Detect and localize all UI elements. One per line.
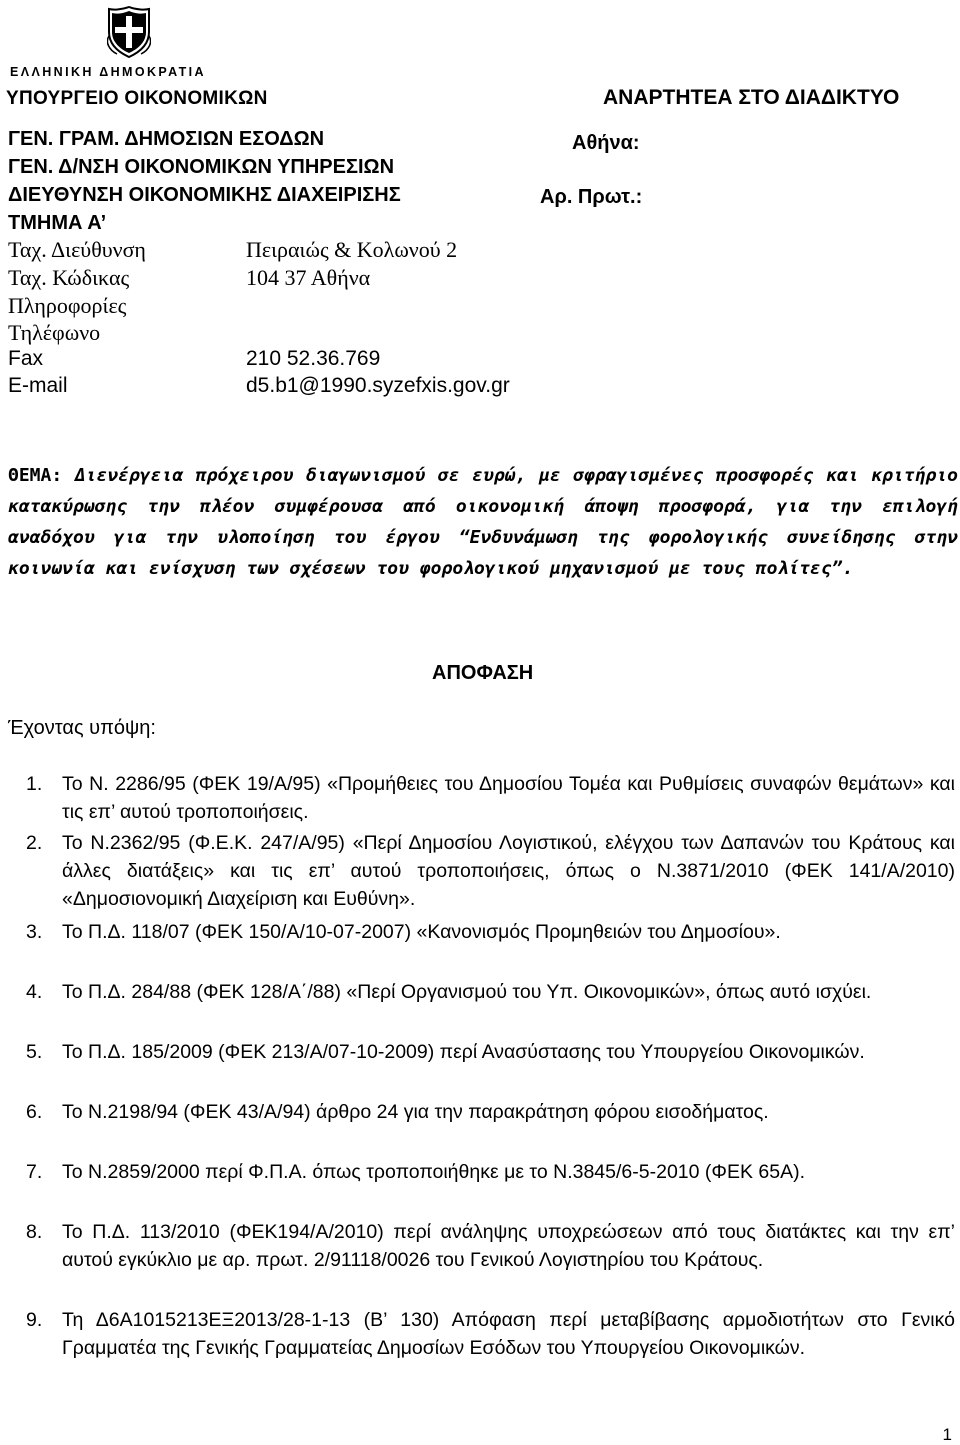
item-text: Το Ν.2362/95 (Φ.Ε.Κ. 247/Α/95) «Περί Δημοσίου Λογιστικού, ελέγχου των Δαπανών του Κράτους και άλλες διατάξεις» και τις επ’ αυτού τροποποιήσεις, όπως ο Ν.3871/2010 (ΦΕΚ 141/Α/2010) «Δημοσιονομική Διαχείριση και Ευθύνη». [62,832,955,910]
item-number: 2. [26,832,43,854]
contact-value: Πειραιώς & Κολωνού 2 [246,237,458,262]
item-number: 9. [26,1309,43,1331]
coat-of-arms-icon [107,6,151,58]
department-line: ΓΕΝ. ΓΡΑΜ. ΔΗΜΟΣΙΩΝ ΕΣΟΔΩΝ [8,128,325,150]
contact-label: E-mail [8,374,68,397]
item-text: Το Π.Δ. 284/88 (ΦΕΚ 128/Α΄/88) «Περί Οργανισμού του Υπ. Οικονομικών», όπως αυτό ισχύει. [62,981,872,1003]
contact-label: Fax [8,347,44,370]
department-line: ΓΕΝ. Δ/ΝΣΗ ΟΙΚΟΝΟΜΙΚΩΝ ΥΠΗΡΕΣΙΩΝ [8,156,395,178]
decision-title: ΑΠΟΦΑΣΗ [432,662,534,684]
item-number: 3. [26,921,43,943]
contact-label: Πληροφορίες [8,293,127,318]
item-number: 4. [26,981,43,1003]
republic-title: ΕΛΛΗΝΙΚΗ ΔΗΜΟΚΡΑΤΙΑ [10,65,206,79]
item-number: 6. [26,1101,43,1123]
subject-label: ΘΕΜΑ: [8,465,63,486]
item-text: Το Π.Δ. 185/2009 (ΦΕΚ 213/Α/07-10-2009) περί Ανασύστασης του Υπουργείου Οικονομικών. [62,1041,865,1063]
page-number: 1 [942,1425,952,1444]
item-text: Το Ν.2859/2000 περί Φ.Π.Α. όπως τροποποιήθηκε με το Ν.3845/6-5-2010 (ΦΕΚ 65Α). [62,1161,805,1183]
item-number: 5. [26,1041,43,1063]
place-label: Αθήνα: [572,132,640,154]
item-text: Το Ν.2198/94 (ΦΕΚ 43/Α/94) άρθρο 24 για την παρακράτηση φόρου εισοδήματος. [62,1101,769,1123]
item-text: Το Π.Δ. 113/2010 (ΦΕΚ194/Α/2010) περί ανάληψης υποχρεώσεων από τους διατάκτες και την επ’ αυτού εγκύκλιο με αρ. πρωτ. 2/91118/0026 του Γενικού Λογιστηρίου του Κράτους. [62,1221,955,1271]
subject-text: Διενέργεια πρόχειρου διαγωνισμού σε ευρώ, με σφραγισμένες προσφορές και κριτήριο κατακύρωσης την πλέον συμφέρουσα από οικονομική άποψη προσφορά, για την επιλογή αναδόχου για την υλοποίηση του έργου “Ενδυνάμωση της φορολογικής συνείδησης στην κοινωνία και ενίσχυση των σχέσεων του φορολογικού μηχανισμού με τους πολίτες”. [8,465,958,579]
item-number: 1. [26,773,43,795]
contact-label: Τηλέφωνο [8,320,101,345]
department-line: ΤΜΗΜΑ Α’ [8,212,107,234]
contact-value: 210 52.36.769 [246,347,381,370]
item-text: Το Ν. 2286/95 (ΦΕΚ 19/Α/95) «Προμήθειες του Δημοσίου Τομέα και Ρυθμίσεις συναφών θεμάτων» και τις επ’ αυτού τροποποιήσεις. [62,773,955,823]
posting-note: ΑΝΑΡΤΗΤΕΑ ΣΤΟ ΔΙΑΔΙΚΤΥΟ [603,86,900,109]
department-line: ΔΙΕΥΘΥΝΣΗ ΟΙΚΟΝΟΜΙΚΗΣ ΔΙΑΧΕΙΡΙΣΗΣ [8,184,401,206]
item-text: Τη Δ6Α1015213ΕΞ2013/28-1-13 (Β’ 130) Απόφαση περί μεταβίβασης αρμοδιοτήτων στο Γενικό Γραμματέα της Γενικής Γραμματείας Δημοσίων Εσόδων του Υπουργείου Οικονομικών. [62,1309,955,1359]
considering-intro: Έχοντας υπόψη: [8,717,156,739]
contact-label: Ταχ. Διεύθυνση [8,237,146,262]
item-number: 8. [26,1221,43,1243]
item-text: Το Π.Δ. 118/07 (ΦΕΚ 150/Α/10-07-2007) «Κανονισμός Προμηθειών του Δημοσίου». [62,921,781,943]
contact-label: Ταχ. Κώδικας [8,265,130,290]
protocol-label: Αρ. Πρωτ.: [540,186,643,208]
email-link[interactable]: d5.b1@1990.syzefxis.gov.gr [246,374,510,397]
ministry-title: ΥΠΟΥΡΓΕΙΟ ΟΙΚΟΝΟΜΙΚΩΝ [6,88,268,109]
contact-value: 104 37 Αθήνα [246,265,371,290]
item-number: 7. [26,1161,43,1183]
subject-paragraph [8,460,958,584]
